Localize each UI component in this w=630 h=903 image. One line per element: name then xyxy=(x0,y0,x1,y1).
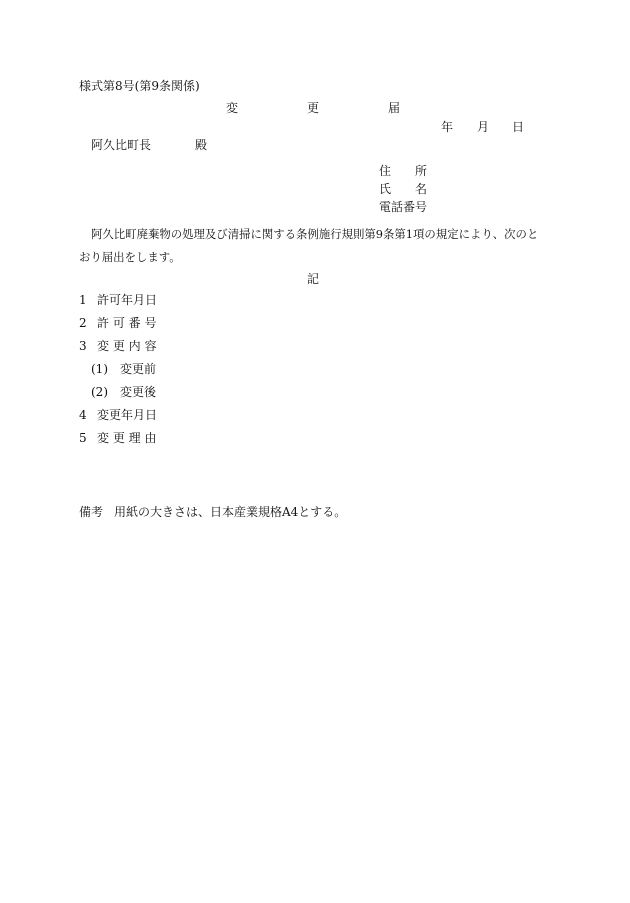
item-3-1-number: (1) xyxy=(91,362,108,376)
item-4-number: 4 xyxy=(79,408,87,422)
item-3-label: 変 更 内 容 xyxy=(97,339,157,353)
item-3-2-number: (2) xyxy=(91,385,108,399)
date-day-label: 日 xyxy=(512,120,525,134)
item-5-number: 5 xyxy=(79,431,87,445)
honorific: 殿 xyxy=(195,138,208,152)
form-number: 様式第8号(第9条関係) xyxy=(79,79,200,93)
body-text-line-2: おり届出をします。 xyxy=(79,250,181,264)
remarks-text: 用紙の大きさは、日本産業規格A4とする。 xyxy=(114,505,347,519)
item-2-label: 許 可 番 号 xyxy=(97,316,157,330)
remarks-label: 備考 xyxy=(79,505,104,519)
item-1-label: 許可年月日 xyxy=(97,293,158,307)
item-2-number: 2 xyxy=(79,316,87,330)
item-1-number: 1 xyxy=(79,293,87,307)
applicant-phone-label: 電話番号 xyxy=(379,200,428,214)
title-char-1: 変 xyxy=(226,101,239,115)
title-char-2: 更 xyxy=(307,101,320,115)
date-year-label: 年 xyxy=(441,120,454,134)
item-3-1-label: 変更前 xyxy=(120,362,157,376)
date-month-label: 月 xyxy=(477,120,490,134)
addressee: 阿久比町長 xyxy=(91,138,152,152)
applicant-address-label: 住 所 xyxy=(379,164,428,178)
item-3-number: 3 xyxy=(79,339,87,353)
item-5-label: 変 更 理 由 xyxy=(97,431,157,445)
body-text-line-1: 阿久比町廃棄物の処理及び清掃に関する条例施行規則第9条第1項の規定により、次のと xyxy=(91,227,539,241)
applicant-name-label: 氏 名 xyxy=(379,182,428,196)
item-3-2-label: 変更後 xyxy=(120,385,157,399)
title-char-3: 届 xyxy=(388,101,401,115)
ki-heading: 記 xyxy=(307,272,320,286)
item-4-label: 変更年月日 xyxy=(97,408,158,422)
